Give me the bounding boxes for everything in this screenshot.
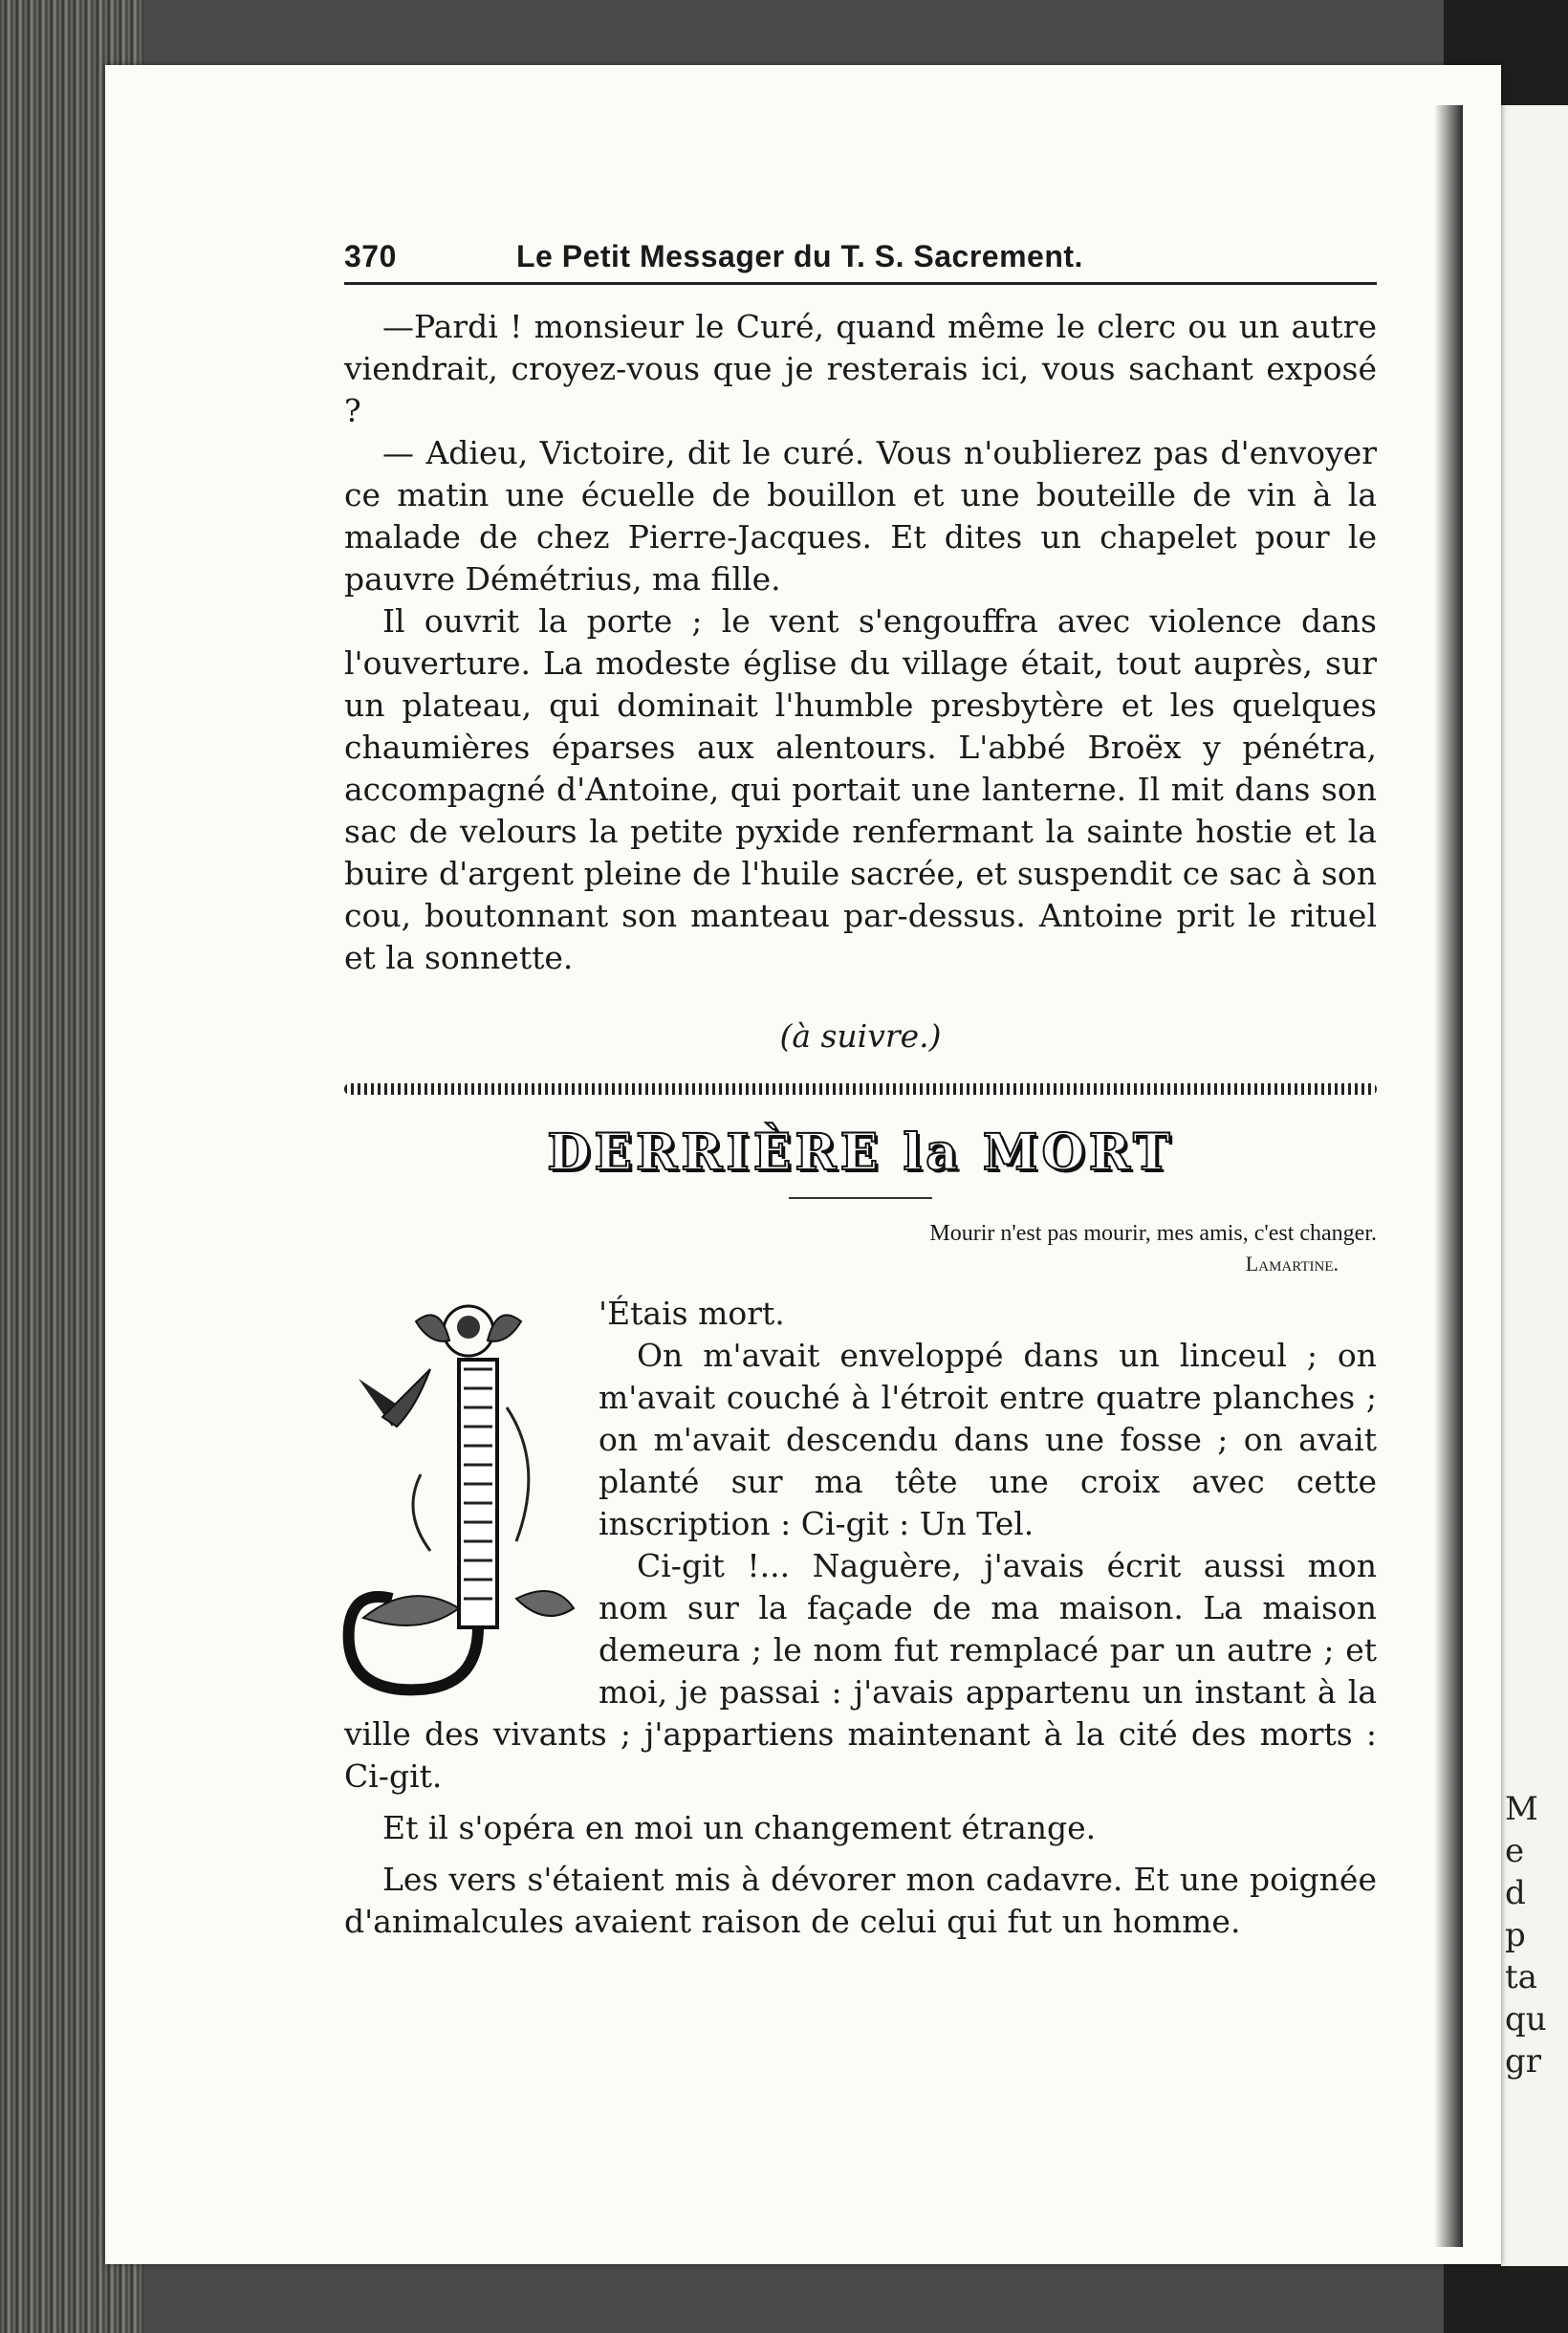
decorative-rule: [344, 1083, 1377, 1095]
facing-page-line: d: [1505, 1874, 1526, 1912]
article-title: DERRIÈRE la MORT: [547, 1123, 1174, 1182]
facing-page-line: e: [1505, 1832, 1525, 1870]
story-paragraph: Il ouvrit la porte ; le vent s'engouffra avec violence dans l'ouverture. La modeste église du village était, tout auprès, sur un plateau, qui dominait l'humble presbytère et les quelques chaumières éparses aux alentours. L'abbé Broëx y pénétra, accompagné d'Antoine, qui portait une lanterne. Il mit dans son sac de velours la petite pyxide renfermant la sainte hostie et la buire d'argent pleine de l'huile sacrée, et suspendit ce sac à son cou, boutonnant son manteau par-dessus. Antoine prit le rituel et la sonnette.: [344, 602, 1377, 976]
facing-page-line: gr: [1505, 2042, 1542, 2081]
title-divider: [789, 1197, 932, 1199]
facing-page-line: ta: [1505, 1958, 1537, 1996]
article-paragraph: Et il s'opéra en moi un changement étrange.: [382, 1809, 1097, 1846]
running-title: Le Petit Messager du T. S. Sacrement.: [516, 239, 1083, 273]
page-content: [344, 239, 1377, 1943]
epigraph: Mourir n'est pas mourir, mes amis, c'est changer.: [929, 1221, 1377, 1246]
article-paragraph: On m'avait enveloppé dans un linceul ; on m'avait couché à l'étroit entre quatre planches ; on m'avait descendu dans une fosse ; on avait planté sur ma tête une croix avec cette inscription : Ci-git : Un Tel.: [599, 1337, 1377, 1542]
facing-page-fragment: [1501, 105, 1568, 2266]
story-paragraph: —Pardi ! monsieur le Curé, quand même le clerc ou un autre viendrait, croyez-vous que je resterais ici, vous sachant exposé ?: [344, 308, 1377, 429]
article-paragraph: Les vers s'étaient mis à dévorer mon cadavre. Et une poignée d'animalcules avaient raison de celui qui fut un homme.: [344, 1861, 1377, 1940]
article-opening: 'Étais mort.: [599, 1295, 785, 1332]
running-header: [344, 239, 1377, 285]
page-number: 370: [344, 239, 397, 273]
to-be-continued: (à suivre.): [779, 1017, 942, 1055]
article-body: [344, 1293, 1377, 1943]
story-paragraph: — Adieu, Victoire, dit le curé. Vous n'oublierez pas d'envoyer ce matin une écuelle de bouillon et une bouteille de vin à la malade de chez Pierre-Jacques. Et dites un chapelet pour le pauvre Démétrius, ma fille.: [344, 434, 1377, 598]
ornamental-initial-j-icon: [325, 1293, 583, 1704]
facing-page-line: qu: [1505, 2000, 1547, 2039]
page-gutter-shadow: [1434, 105, 1463, 2247]
facing-page-line: M: [1505, 1790, 1538, 1828]
epigraph-author: Lamartine.: [1245, 1252, 1339, 1276]
facing-page-line: p: [1505, 1916, 1526, 1954]
story-continuation: [344, 306, 1377, 979]
article-paragraph: Ci-git !... Naguère, j'avais écrit aussi mon nom sur la façade de ma maison. La maison demeura ; le nom fut remplacé par un autre ; et moi, je passai : j'avais appartenu un instant à la ville des vivants ; j'appartiens maintenant à la cité des morts : Ci-git.: [344, 1547, 1377, 1795]
